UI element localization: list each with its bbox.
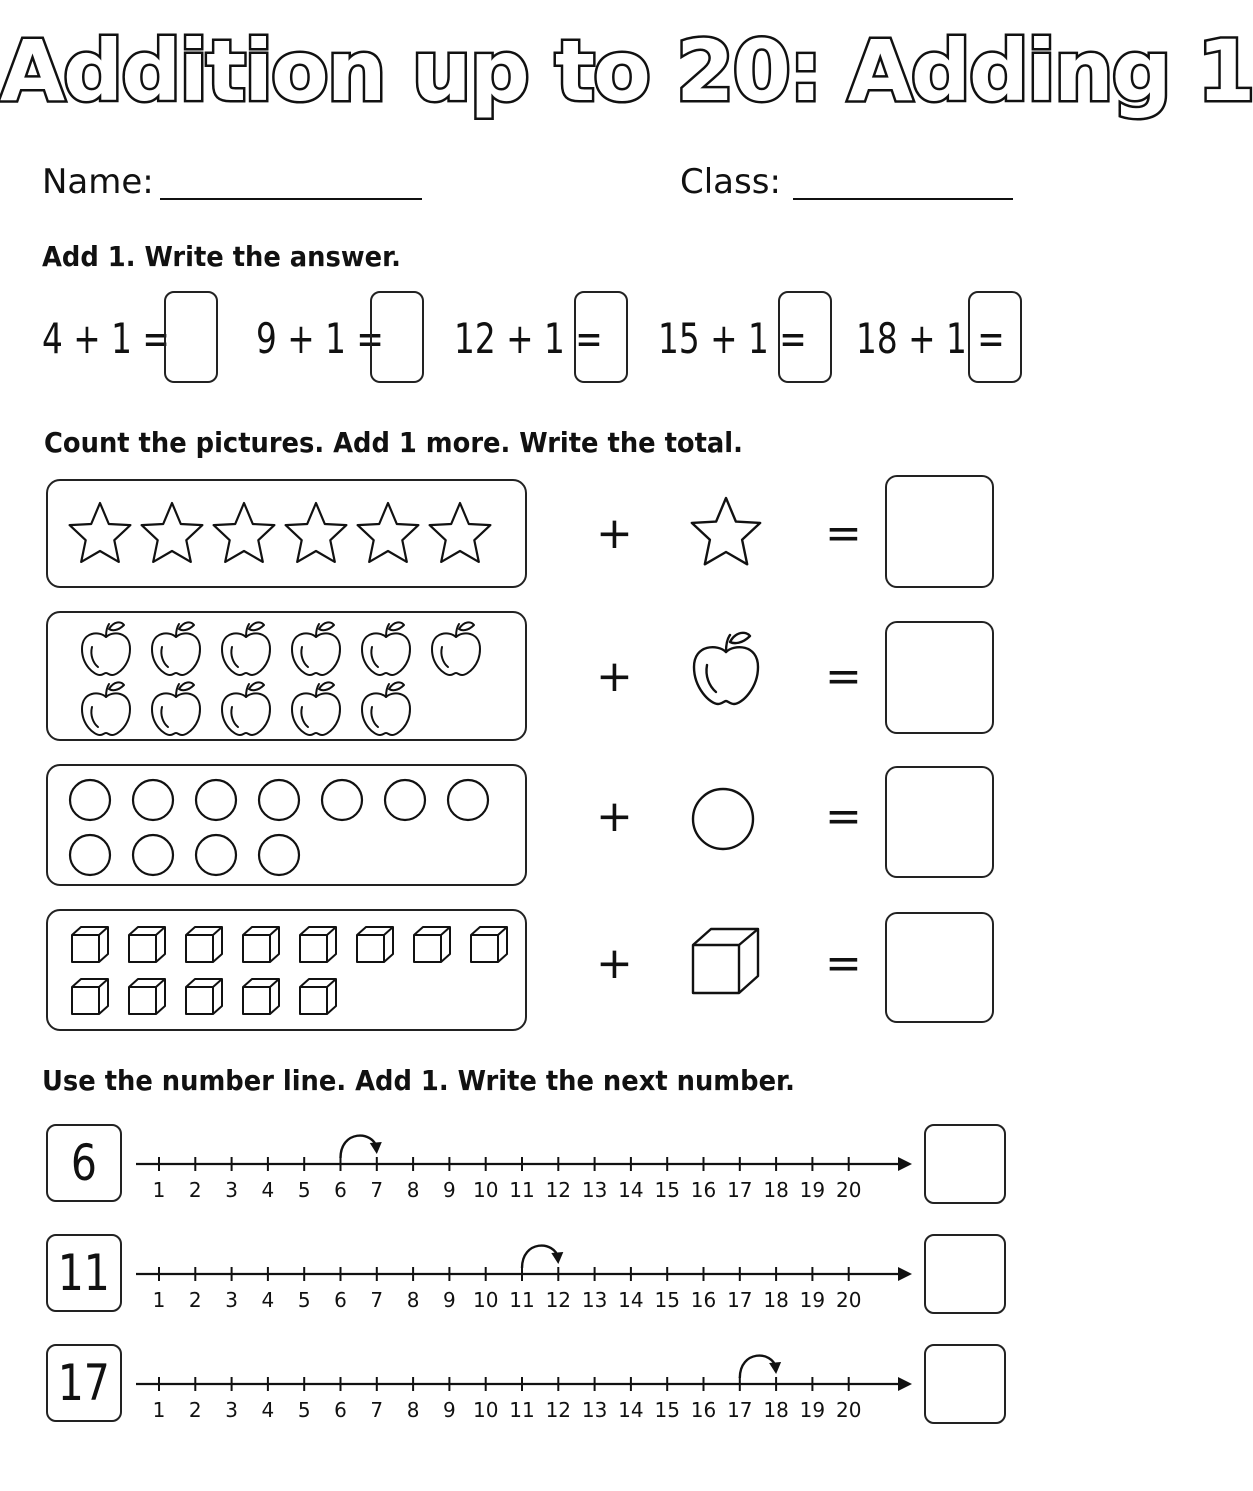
hop-arrow-head-icon [551, 1252, 563, 1264]
apple-icon [222, 682, 270, 735]
tick-label: 8 [406, 1288, 420, 1312]
tick-label: 2 [188, 1178, 202, 1202]
hop-arrow-icon [740, 1356, 776, 1378]
tick-label: 4 [261, 1178, 275, 1202]
plus-sign: + [596, 508, 633, 559]
star-icon [214, 503, 275, 562]
tick-label: 5 [297, 1398, 311, 1422]
tick-label: 11 [509, 1398, 535, 1422]
cube-icon [357, 927, 393, 962]
cube-icon [186, 927, 222, 962]
tick-label: 1 [152, 1288, 166, 1312]
hop-arrow-icon [341, 1136, 377, 1158]
tick-label: 14 [618, 1398, 644, 1422]
circle-icon [259, 780, 299, 820]
section1-heading: Add 1. Write the answer. [42, 240, 401, 273]
answer-box[interactable] [574, 291, 628, 383]
plus-sign: + [596, 938, 633, 989]
tick-label: 4 [261, 1398, 275, 1422]
circle-icon [385, 780, 425, 820]
tick-label: 3 [225, 1398, 238, 1422]
tick-label: 5 [297, 1288, 311, 1312]
circle-icon [133, 835, 173, 875]
tick-label: 18 [763, 1398, 789, 1422]
number-line [130, 1340, 920, 1440]
start-number-box [46, 1124, 122, 1202]
tick-label: 7 [370, 1288, 384, 1312]
cube-icon [243, 979, 279, 1014]
star-icon [70, 503, 131, 562]
tick-label: 19 [799, 1288, 826, 1312]
answer-box[interactable] [924, 1124, 1006, 1204]
answer-box[interactable] [885, 621, 994, 734]
equation-4 [658, 290, 838, 386]
start-number-box [46, 1234, 122, 1312]
tick-label: 7 [370, 1178, 384, 1202]
tick-label: 3 [225, 1288, 238, 1312]
tick-label: 11 [509, 1288, 535, 1312]
tick-label: 18 [763, 1178, 789, 1202]
plus-sign: + [596, 651, 633, 702]
tick-label: 17 [727, 1398, 753, 1422]
tick-label: 16 [690, 1398, 717, 1422]
apple-icon [688, 628, 764, 710]
cube-icon [186, 979, 222, 1014]
hop-arrow-head-icon [769, 1362, 781, 1374]
circle-icon [70, 780, 110, 820]
start-number: 11 [57, 1244, 111, 1302]
cube-icon [72, 979, 108, 1014]
answer-box[interactable] [164, 291, 218, 383]
apple-icon [292, 622, 340, 675]
circle-icon [133, 780, 173, 820]
equals-sign: = [825, 651, 862, 702]
tick-label: 5 [297, 1178, 311, 1202]
circle-icon [690, 786, 756, 852]
tick-label: 1 [152, 1398, 166, 1422]
equals-sign: = [825, 508, 862, 559]
tick-label: 13 [581, 1178, 608, 1202]
answer-box[interactable] [778, 291, 832, 383]
answer-box[interactable] [885, 766, 994, 878]
tick-label: 19 [799, 1178, 826, 1202]
number-line [130, 1120, 920, 1220]
arrow-head-icon [898, 1157, 912, 1171]
answer-box[interactable] [885, 912, 994, 1023]
circle-icon [448, 780, 488, 820]
equation-text: 4 + 1 = [42, 313, 170, 363]
apple-icon [292, 682, 340, 735]
cube-icon [72, 927, 108, 962]
cube-icon [471, 927, 507, 962]
tick-label: 16 [690, 1178, 717, 1202]
arrow-head-icon [898, 1267, 912, 1281]
star-icon [686, 494, 766, 574]
picture-panel-apples [46, 611, 527, 741]
tick-label: 6 [334, 1288, 347, 1312]
equation-text: 15 + 1 = [658, 313, 807, 363]
tick-label: 6 [334, 1178, 347, 1202]
equals-sign: = [825, 791, 862, 842]
answer-box[interactable] [924, 1344, 1006, 1424]
tick-label: 14 [618, 1288, 644, 1312]
start-number-box [46, 1344, 122, 1422]
answer-box[interactable] [885, 475, 994, 588]
tick-label: 2 [188, 1398, 202, 1422]
apple-icon [362, 622, 410, 675]
tick-label: 16 [690, 1288, 717, 1312]
tick-label: 17 [727, 1288, 753, 1312]
tick-label: 10 [472, 1178, 499, 1202]
circle-icon [196, 835, 236, 875]
tick-label: 3 [225, 1178, 238, 1202]
answer-box[interactable] [370, 291, 424, 383]
picture-panel-stars [46, 479, 527, 588]
tick-label: 15 [654, 1178, 680, 1202]
cube-icon [300, 927, 336, 962]
picture-panel-cubes [46, 909, 527, 1031]
tick-label: 1 [152, 1178, 166, 1202]
tick-label: 2 [188, 1288, 202, 1312]
tick-label: 20 [835, 1398, 862, 1422]
class-label: Class: [680, 162, 781, 202]
equation-text: 9 + 1 = [256, 313, 384, 363]
tick-label: 17 [727, 1178, 753, 1202]
equation-2 [256, 290, 436, 386]
tick-label: 13 [581, 1288, 608, 1312]
tick-label: 20 [835, 1288, 862, 1312]
star-icon [142, 503, 203, 562]
circle-icon [196, 780, 236, 820]
tick-label: 4 [261, 1288, 275, 1312]
tick-label: 9 [443, 1288, 456, 1312]
equation-3 [454, 290, 634, 386]
star-icon [358, 503, 419, 562]
tick-label: 8 [406, 1178, 420, 1202]
tick-label: 9 [443, 1178, 456, 1202]
circle-icon [259, 835, 299, 875]
equation-text: 18 + 1 = [856, 313, 1005, 363]
apple-icon [82, 682, 130, 735]
hop-arrow-head-icon [370, 1142, 382, 1154]
answer-box[interactable] [968, 291, 1022, 383]
tick-label: 12 [545, 1178, 572, 1202]
cube-icon [129, 979, 165, 1014]
tick-label: 9 [443, 1398, 456, 1422]
name-field[interactable] [160, 198, 422, 200]
circle-icon [322, 780, 362, 820]
cube-icon [414, 927, 450, 962]
tick-label: 20 [835, 1178, 862, 1202]
equation-5 [856, 290, 1026, 386]
apple-icon [432, 622, 480, 675]
tick-label: 11 [509, 1178, 535, 1202]
class-field[interactable] [793, 198, 1013, 200]
tick-label: 12 [545, 1398, 572, 1422]
tick-label: 8 [406, 1398, 420, 1422]
equation-1 [42, 290, 222, 386]
tick-label: 14 [618, 1178, 644, 1202]
star-icon [430, 503, 491, 562]
section3-heading: Use the number line. Add 1. Write the next number. [42, 1064, 795, 1097]
cube-icon [688, 926, 762, 998]
apple-icon [152, 682, 200, 735]
name-label: Name: [42, 162, 154, 202]
tick-label: 15 [654, 1398, 680, 1422]
hop-arrow-icon [522, 1246, 558, 1268]
number-line [130, 1230, 920, 1330]
start-number: 6 [70, 1134, 98, 1192]
star-icon [286, 503, 347, 562]
tick-label: 6 [334, 1398, 347, 1422]
picture-panel-circles [46, 764, 527, 886]
equation-text: 12 + 1 = [454, 313, 603, 363]
tick-label: 13 [581, 1398, 608, 1422]
arrow-head-icon [898, 1377, 912, 1391]
apple-icon [362, 682, 410, 735]
page-title: Addition up to 20: Adding 1 [0, 22, 1253, 120]
cube-icon [300, 979, 336, 1014]
apple-icon [222, 622, 270, 675]
apple-icon [82, 622, 130, 675]
plus-sign: + [596, 791, 633, 842]
cube-icon [243, 927, 279, 962]
start-number: 17 [57, 1354, 111, 1412]
tick-label: 10 [472, 1398, 499, 1422]
tick-label: 7 [370, 1398, 384, 1422]
circle-icon [70, 835, 110, 875]
tick-label: 10 [472, 1288, 499, 1312]
tick-label: 12 [545, 1288, 572, 1312]
equals-sign: = [825, 938, 862, 989]
tick-label: 19 [799, 1398, 826, 1422]
tick-label: 18 [763, 1288, 789, 1312]
answer-box[interactable] [924, 1234, 1006, 1314]
tick-label: 15 [654, 1288, 680, 1312]
cube-icon [129, 927, 165, 962]
apple-icon [152, 622, 200, 675]
section2-heading: Count the pictures. Add 1 more. Write the total. [44, 426, 743, 459]
